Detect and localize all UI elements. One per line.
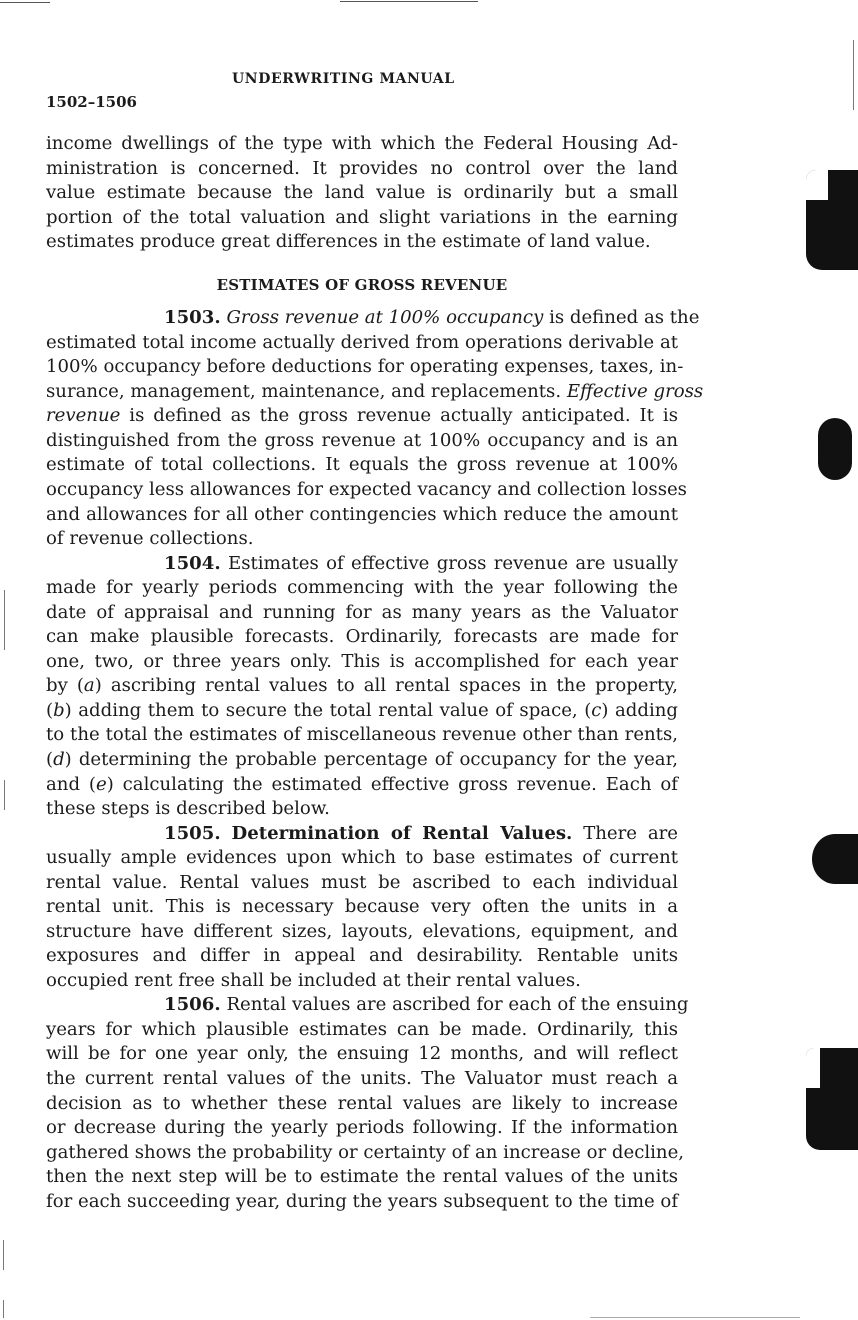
text-line: estimate of total collections. It equals the gross revenue at 100% [46, 454, 678, 475]
running-head: UNDERWRITING MANUAL [232, 71, 455, 87]
text-line: of revenue collections. [46, 528, 254, 549]
defined-term: Gross revenue at 100% occupancy [226, 307, 544, 328]
text-line: one, two, or three years only. This is accomplished for each year [46, 651, 678, 672]
text-line: 100% occupancy before deductions for operating expenses, taxes, in- [46, 356, 684, 377]
text-run: There are [583, 823, 678, 844]
text-line: rental unit. This is necessary because very often the units in a [46, 896, 678, 917]
text-run: Estimates of effective gross revenue are usually [228, 553, 678, 574]
text-line: income dwellings of the type with which the Federal Housing Ad- [46, 133, 678, 154]
text-line: portion of the total valuation and slight variations in the earning [46, 207, 678, 228]
scan-top-rule-mid [340, 1, 478, 2]
text-line [46, 698, 678, 724]
text-run: ( [46, 749, 54, 770]
list-marker: c [591, 700, 602, 721]
text-run: Rental values are ascribed for each of the ensuing [226, 994, 689, 1015]
text-line: occupancy less allowances for expected vacancy and collection losses [46, 479, 687, 500]
text-line: will be for one year only, the ensuing 12 months, and will reflect [46, 1043, 678, 1064]
text-line: then the next step will be to estimate the rental values of the units [46, 1166, 678, 1187]
paragraph-title: Determination of Rental Values. [231, 823, 573, 844]
binding-mark-oval [818, 418, 852, 480]
paragraph-1506-first-line [164, 992, 689, 1018]
list-marker: a [83, 675, 95, 696]
text-run: and ( [46, 774, 96, 795]
text-line [46, 403, 678, 429]
text-line: value estimate because the land value is ordinarily but a small [46, 182, 678, 203]
text-line: rental value. Rental values must be ascribed to each individual [46, 872, 678, 893]
text-line: gathered shows the probability or certainty of an increase or decline, [46, 1142, 685, 1163]
text-line [46, 379, 704, 405]
text-line: ministration is concerned. It provides no control over the land [46, 158, 678, 179]
list-marker: e [95, 774, 107, 795]
text-line: structure have different sizes, layouts, elevations, equipment, and [46, 921, 678, 942]
text-line: date of appraisal and running for as many years as the Valuator [46, 602, 678, 623]
text-line: occupied rent free shall be included at their rental values. [46, 970, 581, 991]
text-line: or decrease during the yearly periods following. If the information [46, 1117, 678, 1138]
binding-mark-round [812, 834, 858, 884]
text-run: surance, management, maintenance, and replacements. [46, 381, 562, 402]
text-line [46, 673, 678, 699]
paragraph-1504-first-line [164, 551, 678, 577]
text-line: estimates produce great differences in the estimate of land value. [46, 231, 651, 252]
text-line: made for yearly periods commencing with the year following the [46, 577, 678, 598]
list-marker: b [53, 700, 65, 721]
text-line [46, 747, 678, 773]
text-run: ) ascribing rental values to all rental spaces in the property, [94, 675, 678, 696]
text-run: is defined as the gross revenue actually anticipated. It is [129, 405, 678, 426]
text-run: ) adding [601, 700, 678, 721]
paragraph-1503-first-line [164, 305, 700, 331]
text-run: ) determining the probable percentage of occupancy for the year, [64, 749, 678, 770]
scan-artifact [3, 1240, 4, 1270]
text-line: for each succeeding year, during the years subsequent to the time of [46, 1191, 679, 1212]
paragraph-number: 1506. [164, 994, 221, 1015]
text-line: these steps is described below. [46, 798, 330, 819]
text-line: the current rental values of the units. The Valuator must reach a [46, 1068, 678, 1089]
text-line: distinguished from the gross revenue at 100% occupancy and is an [46, 430, 678, 451]
text-line: decision as to whether these rental values are likely to increase [46, 1093, 678, 1114]
scan-artifact [853, 40, 854, 110]
scan-artifact [4, 590, 5, 650]
text-run: ) adding them to secure the total rental value of space, ( [64, 700, 592, 721]
list-marker: d [53, 749, 65, 770]
paragraph-number: 1503. [164, 307, 221, 328]
paragraph-number: 1505. [164, 823, 221, 844]
paragraph-1505-first-line [164, 821, 678, 847]
text-line [46, 772, 678, 798]
text-run: by ( [46, 675, 84, 696]
text-run: is defined as the [549, 307, 700, 328]
text-line: to the total the estimates of miscellaneous revenue other than rents, [46, 724, 678, 745]
text-run: ( [46, 700, 54, 721]
text-run: ) calculating the estimated effective gross revenue. Each of [106, 774, 678, 795]
text-line: usually ample evidences upon which to base estimates of current [46, 847, 678, 868]
binding-mark-bottom-notch [806, 1048, 820, 1088]
scan-artifact [4, 780, 5, 810]
text-line: exposures and differ in appeal and desirability. Rentable units [46, 945, 678, 966]
text-line: years for which plausible estimates can be made. Ordinarily, this [46, 1019, 678, 1040]
text-line: can make plausible forecasts. Ordinarily, forecasts are made for [46, 626, 678, 647]
scan-top-rule-left [0, 2, 50, 3]
defined-term: revenue [46, 405, 121, 426]
section-heading: ESTIMATES OF GROSS REVENUE [216, 276, 508, 294]
paragraph-number: 1504. [164, 553, 221, 574]
defined-term: Effective gross [566, 381, 704, 402]
page-range: 1502–1506 [46, 93, 137, 111]
scan-artifact [3, 1300, 4, 1318]
text-line: estimated total income actually derived from operations derivable at [46, 332, 678, 353]
binding-mark-top-notch [806, 170, 828, 200]
scan-bottom-rule [590, 1317, 800, 1318]
text-line: and allowances for all other contingencies which reduce the amount [46, 504, 678, 525]
